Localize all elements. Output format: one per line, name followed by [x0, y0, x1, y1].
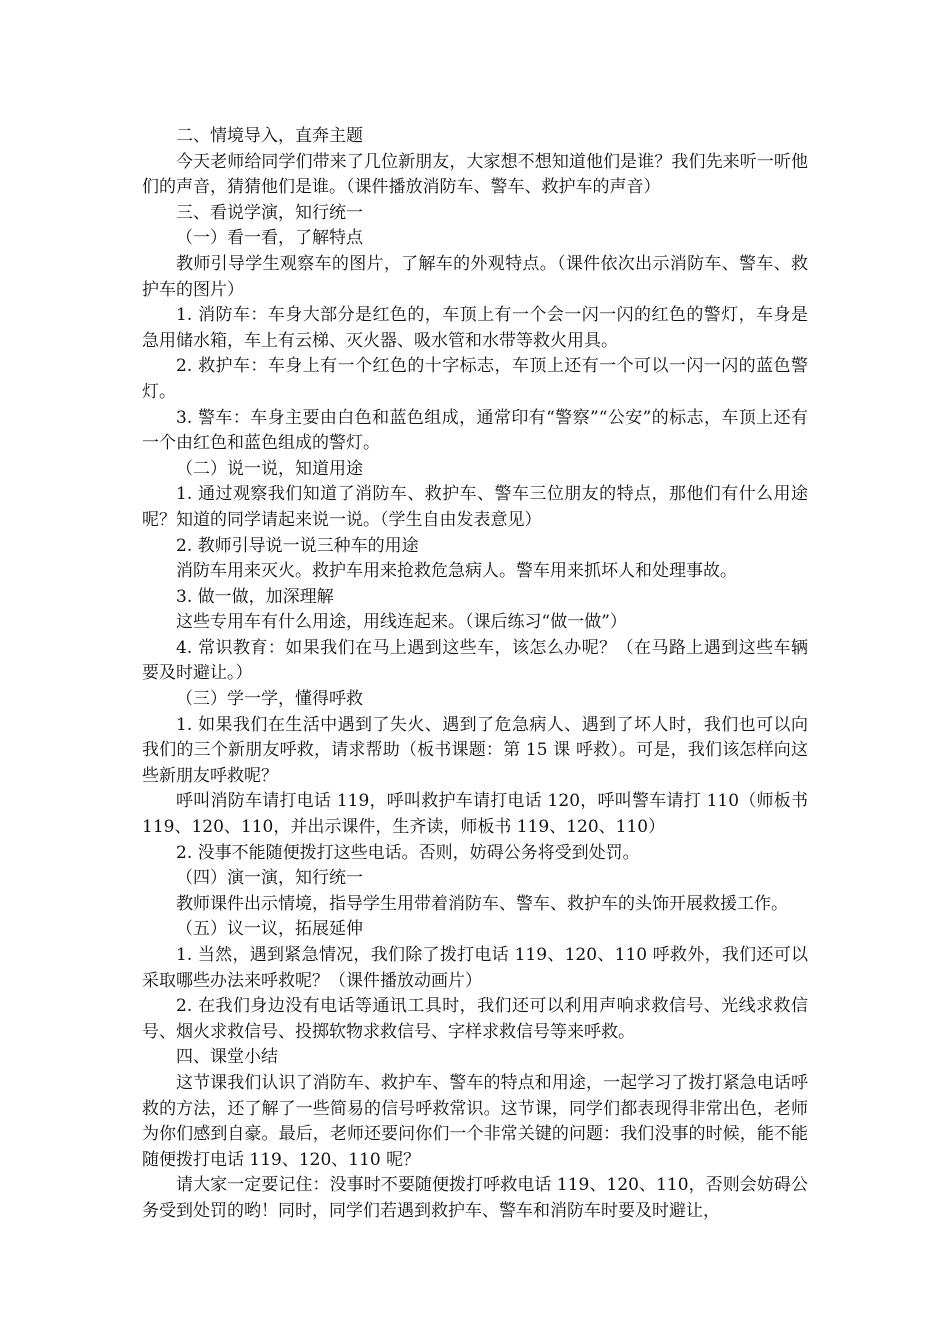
paragraph: 这些专用车有什么用途，用线连起来。（课后练习“做一做”）	[176, 612, 627, 633]
subsection-heading: （五）议一议，拓展延伸	[176, 919, 363, 940]
subsection-heading: （三）学一学，懂得呼救	[176, 689, 363, 710]
paragraph: 1. 如果我们在生活中遇到了失火、遇到了危急病人、遇到了坏人时，我们也可以向我们的三个新朋友呼救，请求帮助（板书课题：第 15 课 呼救）。可是，我们该怎样向这些新朋友呼救呢？	[142, 714, 808, 786]
section-heading: 三、看说学演，知行统一	[176, 202, 363, 223]
paragraph: 这节课我们认识了消防车、救护车、警车的特点和用途，一起学习了拨打紧急电话呼救的方法，还了解了一些简易的信号呼救常识。这节课，同学们都表现得非常出色，老师为你们感到自豪。最后，老师还要问你们一个非常关键的问题：我们没事的时候，能不能随便拨打电话 119、120、110 呢？	[142, 1072, 808, 1170]
paragraph: 呼叫消防车请打电话 119，呼叫救护车请打电话 120，呼叫警车请打 110（师板书 119、120、110，并出示课件，生齐读，师板书 119、120、110）	[142, 791, 808, 838]
paragraph: 教师课件出示情境，指导学生用带着消防车、警车、救护车的头饰开展救援工作。	[176, 893, 788, 914]
paragraph: 教师引导学生观察车的图片，了解车的外观特点。（课件依次出示消防车、警车、救护车的图片）	[142, 253, 808, 300]
paragraph: 3. 警车：车身主要由白色和蓝色组成，通常印有“警察”“公安”的标志，车顶上还有一个由红色和蓝色组成的警灯。	[142, 407, 808, 454]
paragraph: 1. 消防车：车身大部分是红色的，车顶上有一个会一闪一闪的红色的警灯，车身是急用储水箱，车上有云梯、灭火器、吸水管和水带等救火用具。	[142, 305, 808, 351]
paragraph: 消防车用来灭火。救护车用来抢救危急病人。警车用来抓坏人和处理事故。	[176, 561, 737, 582]
subsection-heading: （二）说一说，知道用途	[176, 458, 363, 479]
paragraph: 2. 在我们身边没有电话等通讯工具时，我们还可以利用声响求救信号、光线求救信号、烟火求救信号、投掷软物求救信号、字样求救信号等来呼救。	[142, 996, 808, 1042]
document-body	[142, 124, 808, 1225]
paragraph: 3. 做一做，加深理解	[176, 586, 334, 607]
paragraph: 2. 救护车：车身上有一个红色的十字标志，车顶上还有一个可以一闪一闪的蓝色警灯。	[142, 356, 808, 402]
paragraph: 4. 常识教育：如果我们在马上遇到这些车，该怎么办呢？（在马路上遇到这些车辆要及时避让。）	[142, 637, 808, 684]
paragraph: 1. 通过观察我们知道了消防车、救护车、警车三位朋友的特点，那他们有什么用途呢？知道的同学请起来说一说。（学生自由发表意见）	[142, 484, 808, 530]
paragraph: 2. 没事不能随便拨打这些电话。否则，妨碍公务将受到处罚。	[176, 842, 640, 863]
section-heading: 四、课堂小结	[176, 1047, 278, 1068]
paragraph: 2. 教师引导说一说三种车的用途	[176, 535, 419, 556]
subsection-heading: （一）看一看，了解特点	[176, 228, 363, 249]
paragraph: 请大家一定要记住：没事时不要随便拨打呼救电话 119、120、110，否则会妨碍公务受到处罚的哟！同时，同学们若遇到救护车、警车和消防车时要及时避让，	[142, 1175, 808, 1221]
paragraph: 1. 当然，遇到紧急情况，我们除了拨打电话 119、120、110 呼救外，我们还可以采取哪些办法来呼救呢？（课件播放动画片）	[142, 945, 808, 991]
section-heading: 二、情境导入，直奔主题	[176, 126, 363, 146]
paragraph: 今天老师给同学们带来了几位新朋友，大家想不想知道他们是谁？我们先来听一听他们的声音，猜猜他们是谁。（课件播放消防车、警车、救护车的声音）	[142, 151, 808, 198]
subsection-heading: （四）演一演，知行统一	[176, 868, 363, 889]
